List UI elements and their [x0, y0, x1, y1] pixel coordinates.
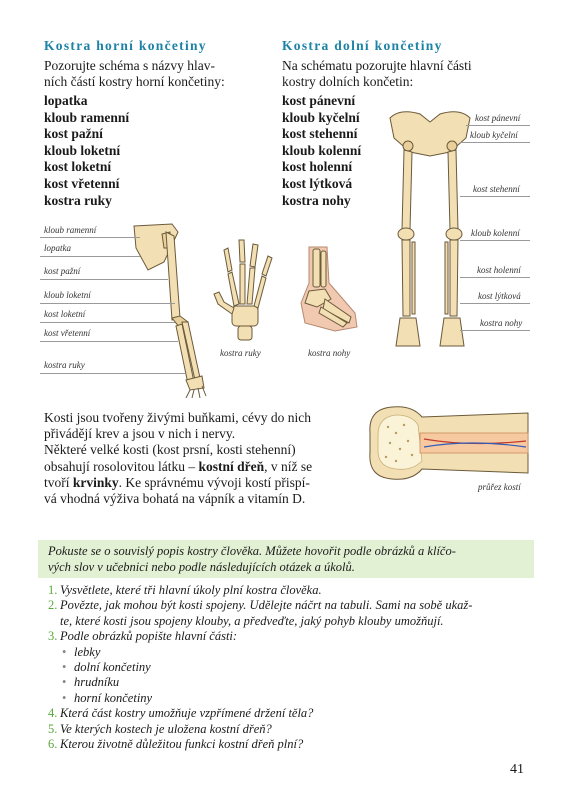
leader-line [460, 240, 530, 241]
lower-limb-heading: Kostra dolní končetiny [282, 38, 443, 53]
arm-skeleton-illustration [120, 218, 215, 398]
leader-line [40, 303, 175, 304]
lower-limb-terms [282, 93, 361, 209]
term: kost vřetenní [44, 175, 120, 191]
page-number: 41 [510, 762, 524, 777]
hand-caption: kostra ruky [220, 348, 261, 358]
bullet-item: • lebky [62, 644, 101, 659]
label-kost-loketni: kost loketní [44, 309, 86, 319]
upper-limb-heading: Kostra horní končetiny [44, 38, 207, 53]
leader-line [40, 322, 175, 323]
leader-line [460, 303, 530, 304]
upper-limb-terms [44, 93, 129, 209]
label-kostra-ruky: kostra ruky [44, 360, 85, 370]
label-kostra-nohy: kostra nohy [480, 318, 523, 328]
bullet-item: • dolní končetiny [62, 660, 151, 675]
term-kostni-dren: kostní dřeň [198, 458, 265, 474]
term-krvinky: krvinky [72, 474, 119, 490]
leader-line [466, 125, 530, 126]
label-kost-vretenni: kost vřetenní [44, 328, 91, 338]
term: kost pánevní [282, 93, 356, 108]
term: kost loketní [44, 159, 112, 175]
label-kloub-kycelni: kloub kyčelní [470, 130, 518, 140]
lower-limb-intro: Na schématu pozorujte hlavní části kostry dolních končetin: [282, 58, 472, 89]
leader-line [40, 373, 185, 374]
question-3: 3. Podle obrázků popište hlavní části: [48, 629, 238, 644]
term: kloub loketní [44, 142, 121, 158]
label-lopatka: lopatka [44, 243, 71, 253]
bullet-item: • horní končetiny [62, 690, 153, 705]
leader-line [40, 256, 140, 257]
label-kost-panevni: kost pánevní [475, 113, 521, 123]
bone-description: Kosti jsou tvořeny živými buňkami, cévy do nich přivádějí krev a jsou v nich i nervy. Některé velké kosti (kost prsní, kosti stehenní) obsahují rosolovitou látku – kostní dřeň, v níž se tvoří krvinky. Ke správnému vývoji kostí přispí- vá vhodná výživa bohatá na vápník a vitamín D. [44, 410, 313, 507]
label-kloub-loketni: kloub loketní [44, 290, 91, 300]
leader-line [40, 237, 140, 238]
foot-caption: kostra nohy [308, 348, 351, 358]
term: kost stehenní [282, 126, 358, 142]
term: kloub kyčelní [282, 109, 360, 125]
task-box: Pokuste se o souvislý popis kostry člověka. Můžete hovořit podle obrázků a klíčo- vých slov v učebnici nebo podle následujících otázek a úkolů. [38, 540, 534, 578]
term: kloub kolenní [282, 142, 362, 158]
bone-cross-section-illustration [360, 403, 535, 485]
bullet-item: • hrudníku [62, 675, 120, 690]
term: kost lýtková [282, 175, 353, 191]
question-1: 1. Vysvětlete, které tři hlavní úkoly plní kostra člověka. [48, 583, 322, 597]
label-kost-stehenni: kost stehenní [473, 184, 520, 194]
term: kostra nohy [282, 192, 351, 208]
upper-limb-intro: Pozorujte schéma s názvy hlav- ních částí kostry horní končetiny: [44, 58, 225, 89]
leader-line [460, 142, 530, 143]
label-kloub-kolenni: kloub kolenní [471, 228, 520, 238]
question-2: 2. Povězte, jak mohou být kosti spojeny. Udělejte náčrt na tabuli. Sami na sobě ukaž- [48, 598, 473, 613]
term: kostra ruky [44, 192, 112, 208]
term: kloub ramenní [44, 109, 130, 125]
leader-line [460, 196, 530, 197]
question-4: 4. Která část kostry umožňuje vzpřímené držení těla? [48, 706, 314, 721]
leader-line [40, 341, 178, 342]
label-kost-holenni: kost holenní [477, 265, 521, 275]
question-6: 6. Kterou životně důležitou funkci kostní dřeň plní? [48, 737, 304, 752]
term: lopatka [44, 93, 88, 108]
foot-skeleton-illustration [295, 243, 365, 343]
leg-skeleton-illustration [380, 108, 480, 358]
label-kloub-ramenni: kloub ramenní [44, 225, 97, 235]
cross-section-caption: průřez kostí [478, 482, 521, 492]
term: kost holenní [282, 159, 353, 175]
question-list: 1. Vysvětlete, které tři hlavní úkoly plní kostra člověka. 2. Povězte, jak mohou být kosti spojeny. Udělejte náčrt na tabuli. Sami na sobě ukaž- te, které kosti jsou spojeny klouby, a předveďte, jaký pohyb klouby umožňují. 3. Podle obrázků popište hlavní části: • lebky • dolní končetiny • hrudníku • horní končetiny 4. Která část kostry umožňuje vzpřímené držení těla? 5. Ve kterých kostech je uložena kostní dřeň? 6. Kterou životně důležitou funkci kostní dřeň plní? [48, 583, 538, 752]
label-kost-pazni: kost pažní [44, 266, 81, 276]
leader-line [460, 330, 530, 331]
question-5: 5. Ve kterých kostech je uložena kostní dřeň? [48, 721, 272, 736]
leader-line [460, 277, 530, 278]
leader-line [40, 279, 168, 280]
term: kost pažní [44, 126, 103, 142]
hand-skeleton-illustration [212, 238, 282, 343]
label-kost-lytkova: kost lýtková [478, 291, 521, 301]
